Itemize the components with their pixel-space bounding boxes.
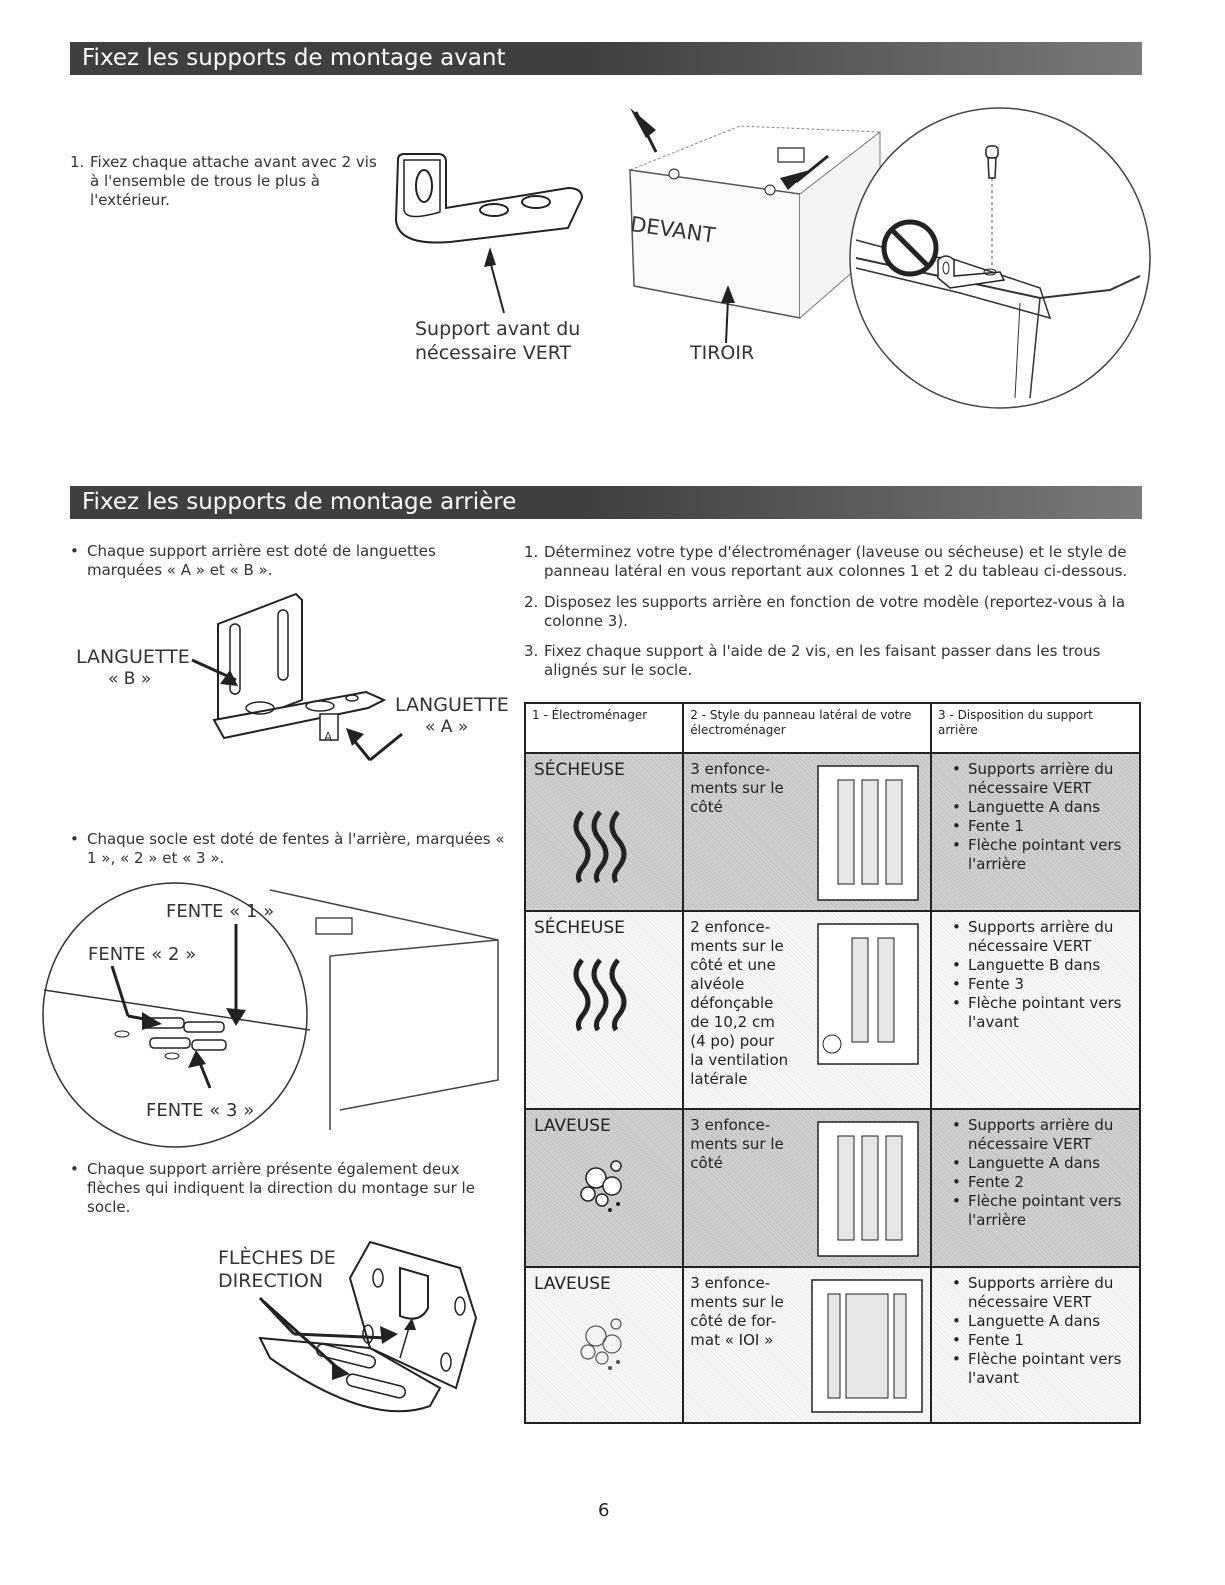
side-panel-icon [806,1276,930,1420]
rear-step-2-number: 2. [524,593,539,611]
side-panel-icon [812,920,930,1070]
side-panel-icon [812,1118,930,1262]
direction-bracket-illustration [250,1238,490,1438]
tiroir-label: TIROIR [690,342,755,364]
table-row [525,753,1140,911]
disposition-list [932,1110,1139,1230]
disposition-item: • Languette B dans [952,956,1133,975]
languette-b-label: LANGUETTE [76,646,190,668]
rear-step-1-number: 1. [524,543,539,561]
front-bracket-arrow [480,245,520,325]
disposition-list [932,1268,1139,1388]
heat-icon [566,954,636,1034]
rear-bracket-illustration [180,590,410,770]
section-title-rear: Fixez les supports de montage arrière [70,486,1142,519]
disposition-cell [931,1267,1140,1423]
fente-1-label: FENTE « 1 » [166,901,275,922]
disposition-item: • Flèche pointant vers l'arrière [952,836,1133,874]
front-step-number: 1. [70,153,85,171]
style-cell [683,911,931,1109]
style-text: 3 enfonce-ments sur le côté [690,1116,784,1172]
bubbles-icon [566,1152,646,1222]
disposition-item: • Fente 1 [952,817,1133,836]
style-text: 3 enfonce-ments sur le côté de for-mat « IOI » [690,1274,784,1349]
disposition-item: • Languette A dans [952,1312,1133,1331]
slots-illustration [70,880,510,1150]
appliance-cell [525,1109,683,1267]
appliance-name: SÉCHEUSE [534,760,625,780]
style-cell [683,1109,931,1267]
table-header-row [525,703,1140,753]
rear-step-1-text: Déterminez votre type d'électroménager (laveuse ou sécheuse) et le style de panneau latéral en vous reportant aux colonnes 1 et 2 du tableau ci-dessous. [544,543,1128,580]
header-appliance: 1 - Électroménager [525,703,683,753]
fleches-label-line2: DIRECTION [218,1270,324,1292]
disposition-item: • Fente 2 [952,1173,1133,1192]
rear-step-2-text: Disposez les supports arrière en fonction de votre modèle (reportez-vous à la colonne 3). [544,593,1126,630]
style-cell [683,1267,931,1423]
appliance-name: LAVEUSE [534,1274,611,1294]
disposition-item: • Flèche pointant vers l'arrière [952,1192,1133,1230]
disposition-item: • Supports arrière du nécessaire VERT [952,1116,1133,1154]
support-label-line1: Support avant du [415,318,581,340]
table-row [525,1109,1140,1267]
languette-a-label: LANGUETTE [395,694,509,716]
appliance-cell [525,911,683,1109]
bubbles-icon [566,1310,646,1380]
rear-step-3 [524,642,1144,680]
disposition-item: • Languette A dans [952,798,1133,817]
disposition-item: • Fente 1 [952,1331,1133,1350]
tiroir-arrow [718,285,738,345]
languette-a-letter: « A » [425,717,469,737]
style-text: 3 enfonce-ments sur le côté [690,760,784,816]
disposition-item: • Supports arrière du nécessaire VERT [952,760,1133,798]
disposition-item: • Languette A dans [952,1154,1133,1173]
mounting-table [524,702,1141,1424]
page-number: 6 [598,1500,610,1521]
devant-label: DEVANT [628,212,717,248]
appliance-cell [525,1267,683,1423]
front-step-1 [70,153,380,210]
rear-step-3-number: 3. [524,642,539,660]
disposition-cell [931,911,1140,1109]
disposition-item: • Flèche pointant vers l'avant [952,1350,1133,1388]
bullet-fentes: • Chaque socle est doté de fentes à l'arrière, marquées « 1 », « 2 » et « 3 ». [70,830,507,868]
front-step-text: Fixez chaque attache avant avec 2 vis à l'ensemble de trous le plus à l'extérieur. [90,153,377,209]
support-label-line2: nécessaire VERT [415,342,572,364]
fente-3-label: FENTE « 3 » [146,1100,255,1121]
header-disposition: 3 - Disposition du support arrière [931,703,1140,753]
front-bracket-illustration [390,150,590,250]
fleches-label-line1: FLÈCHES DE [218,1247,336,1269]
section-title-front: Fixez les supports de montage avant [70,42,1142,75]
appliance-cell [525,753,683,911]
disposition-item: • Flèche pointant vers l'avant [952,994,1133,1032]
heat-icon [566,806,636,886]
side-panel-icon [812,762,930,906]
disposition-item: • Supports arrière du nécessaire VERT [952,1274,1133,1312]
fente-2-label: FENTE « 2 » [88,944,197,965]
rear-step-2 [524,593,1144,631]
disposition-item: • Fente 3 [952,975,1133,994]
disposition-list [932,754,1139,874]
rear-step-3-text: Fixez chaque support à l'aide de 2 vis, en les faisant passer dans les trous alignés sur le socle. [544,642,1101,679]
bullet-fleches: • Chaque support arrière présente également deux flèches qui indiquent la direction du montage sur le socle. [70,1160,507,1217]
appliance-name: SÉCHEUSE [534,918,625,938]
disposition-cell [931,753,1140,911]
languette-b-letter: « B » [108,669,152,689]
style-text: 2 enfonce-ments sur le côté et une alvéole défonçable de 10,2 cm (4 po) pour la ventilation latérale [690,918,789,1088]
tab-letter-a: A [324,730,333,744]
pedestal-front-illustration [620,108,1150,428]
table-row [525,911,1140,1109]
disposition-item: • Supports arrière du nécessaire VERT [952,918,1133,956]
rear-step-1 [524,543,1144,581]
table-row [525,1267,1140,1423]
bullet-languettes: • Chaque support arrière est doté de languettes marquées « A » et « B ». [70,542,467,580]
header-style: 2 - Style du panneau latéral de votre électroménager [683,703,931,753]
disposition-cell [931,1109,1140,1267]
style-cell [683,753,931,911]
appliance-name: LAVEUSE [534,1116,611,1136]
disposition-list [932,912,1139,1032]
